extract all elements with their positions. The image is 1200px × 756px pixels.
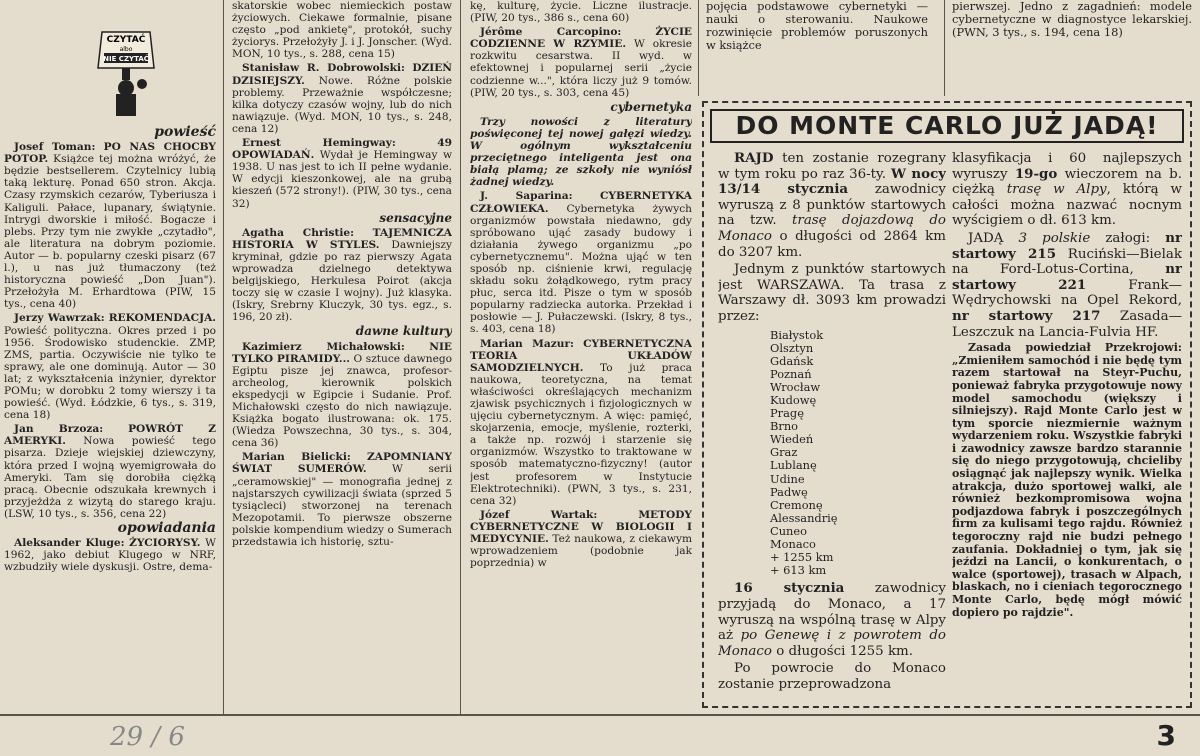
review-saparina: J. Saparina: CYBERNETYKA CZŁOWIEKA. Cybernetyka żywych organizmów powstała niedawno, gdy spróbowano ująć zasady budowy i działania żywego organizmu „po cybernetycznemu". Można ująć w ten sposób np. ciśnienie krwi, regulację składu soku żołądkowego, rytm pracy płuc, serca itd. Pisze o tym w sposób popularny radziecka autorka. Przekład i posłowie — J. Pułaczewski. (Iskry, 8 tys., s. 403, cena 18)	[470, 190, 692, 336]
column-rule	[698, 0, 699, 96]
town-list-item: Cremonę	[770, 497, 823, 512]
town-list-item: Graz	[770, 445, 798, 460]
svg-text:albo: albo	[119, 46, 133, 53]
town-list-item: Lublanę	[770, 458, 817, 473]
town-list	[770, 329, 946, 578]
review-bielicki: Marian Bielicki: ZAPOMNIANY ŚWIAT SUMERÓW. W serii „ceramowskiej" — monografia jednej z najstarszych cywilizacji świata (sprzed 5 tysiącleci) stworzonej na terenach Mezopotamii. To pierwsze obszerne polskie kompendium wiedzy o Sumerach przedstawia ich historię, sztu-	[232, 451, 452, 549]
section-heading-cybernetyka: cybernetyka	[610, 99, 692, 114]
article-right-column	[952, 151, 1182, 703]
article-paragraph: RAJD ten zostanie rozegrany w tym roku po raz 36-ty. W nocy 13/14 stycznia zawodnicy wyruszą z 8 punktów startowych na tzw. trasę dojazdową do Monaco o długości od 2864 km do 3207 km.	[718, 151, 946, 260]
svg-text:CZYTAĆ: CZYTAĆ	[106, 35, 146, 45]
section-heading-dawne-kultury: dawne kultury	[355, 324, 452, 339]
town-list-item: + 1255 km	[770, 550, 834, 565]
town-list-item: Białystok	[770, 327, 824, 342]
review-dobrowolski: Stanisław R. Dobrowolski: DZIEŃ DZISIEJSZY. Nowe. Różne polskie problemy. Przeważnie współczesne; kilka dotyczy czasów wojny, lub do nich nawiązuje. (Wyd. MON, 10 tys., s. 248, cena 12)	[232, 62, 452, 135]
review-kluge-cont: skatorskie wobec niemieckich postaw życiowych. Ciekawe formalnie, pisane często „pod ankietę", protokół, suchy życiorys. Przełożyły J. i J. Jonscher. (Wyd. MON, 10 tys., s. 288, cena 15)	[232, 0, 452, 61]
review-carcopino: Jérôme Carcopino: ŻYCIE CODZIENNE W RZYMIE. W okresie rozkwitu cesarstwa. II wyd. w efektownej i popularnej serii „życie codzienne w...", która liczy już 9 tomów. (PIW, 20 tys., s. 303, cena 45)	[470, 26, 692, 99]
bottom-rule	[0, 714, 1200, 716]
town-list-item: Kudowę	[770, 393, 817, 407]
article-paragraph: 16 stycznia zawodnicy przyjadą do Monaco, a 17 wyruszą na wspólną trasę w Alpy aż po Genewę i z powrotem do Monaco o długości 1255 km.	[718, 580, 946, 659]
column-4-top	[706, 0, 928, 90]
review-bielicki-cont: kę, kulturę, życie. Liczne ilustracje. (PIW, 20 tys., 386 s., cena 60)	[470, 0, 692, 25]
page-number: 3	[1156, 719, 1176, 752]
article-paragraph: klasyfikacja i 60 najlepszych wyruszy 19-go wieczorem na b. ciężką trasę w Alpy, którą w całości można nazwać nocnym wyścigiem o dł. 613 km.	[952, 151, 1182, 229]
svg-text:NIE CZYTAĆ: NIE CZYTAĆ	[103, 55, 149, 63]
town-list-item: Alessandrię	[770, 510, 838, 525]
town-list-item: Wiedeń	[770, 432, 814, 447]
review-mazur: Marian Mazur: CYBERNETYCZNA TEORIA UKŁADÓW SAMODZIELNYCH. To już praca naukowa, teoretyczna, na temat właściwości określających mechanizm zjawisk psychicznych i fizjologicznych w ujęciu cybernetycznym. A więc: pamięć, skojarzenia, emocje, myślenie, rozterki, a także np. rozwój i starzenie się organizmów. Wszystko to traktowane w sposób matematyczno-fizyczny! (autor jest profesorem w Instytucie Elektrotechniki). (PWN, 3 tys., s. 231, cena 32)	[470, 337, 692, 507]
handwritten-date: 29 / 6	[110, 722, 185, 752]
town-list-item: Monaco	[770, 537, 816, 552]
article-paragraph: JADĄ 3 polskie załogi: nr startowy 215 Ruciński—Bielak na Ford-Lotus-Cortina, nr startowy 221 Frank—Wędrychowski na Opel Rekord, nr startowy 217 Zasada—Leszczuk na Lancia-Fulvia HF.	[952, 229, 1182, 340]
town-list-item: Udine	[770, 471, 805, 486]
review-toman: Josef Toman: PO NAS CHOCBY POTOP. Książce tej można wróżyć, że będzie bestsellerem. Czytelnicy lubią taką lekturę. Ponad 650 stron. Akcja. Czasy rzymskich cezarów, Tyberiusza i Kaliguli. Pałace, lupanary, świątynie. Intrygi dworskie i miłość. Bogacze i plebs. Przy tym nie zwykłe „czytadło", ale literatura na dobrym poziomie. Autor — b. popularny czeski pisarz (67 l.), u nas już tłumaczony (też historyczna powieść „Don Juan"). Przełożyła M. Erhardtowa (PIW, 15 tys., cena 40)	[4, 141, 216, 311]
column-1	[4, 124, 216, 714]
review-wartak-cont: pojęcia podstawowe cybernetyki — nauki o sterowaniu. Naukowe rozwinięcie problemów poruszonych w książce	[706, 0, 928, 52]
town-list-item: Olsztyn	[770, 340, 814, 355]
town-list-item: Gdańsk	[770, 353, 814, 368]
town-list-item: Brno	[770, 419, 799, 434]
town-list-item: Pragę	[770, 406, 804, 421]
column-rule	[460, 0, 461, 714]
review-christie: Agatha Christie: TAJEMNICZA HISTORIA W STYLES. Dawniejszy kryminał, gdzie po raz pierwszy Agata wprowadza dzielnego detektywa belgijskiego, Herkulesa Poirot (akcja toczy się w czasie I wojny). Już klasyka. (Iskry, Srebrny Kluczyk, 30 tys. egz., s. 196, 20 zł).	[232, 226, 452, 324]
review-michalowski: Kazimierz Michałowski: NIE TYLKO PIRAMIDY... O sztuce dawnego Egiptu pisze jej znawca, profesor-archeolog, kierownik polskich ekspedycji w Egipcie i Sudanie. Prof. Michałowski często do nich nawiązuje. Książka bogato ilustrowana: ok. 175. (Wiedza Powszechna, 30 tys., s. 304, cena 36)	[232, 340, 452, 450]
rally-article	[702, 101, 1192, 708]
review-wawrzak: Jerzy Wawrzak: REKOMENDACJA. Powieść polityczna. Okres przed i po 1956. Środowisko studenckie. ZMP, ZMS, partia. Oczywiście nie tylko te sprawy, ale one dominują. Autor — 30 lat; z wykształcenia inżynier, dyrektor POMu; w dorobku 2 tomy wierszy i ta powieść. (Wyd. Łódzkie, 6 tys., s. 319, cena 18)	[4, 312, 216, 422]
review-kluge: Aleksander Kluge: ŻYCIORYSY. W 1962, jako debiut Klugego w NRF, wzbudziły wiele dyskusji. Ostre, dema-	[4, 537, 216, 574]
review-wartak: Józef Wartak: METODY CYBERNETYCZNE W BIOLOGII I MEDYCYNIE. Też naukowa, z ciekawym wprowadzeniem (podobnie jak poprzednia) w	[470, 508, 692, 570]
column-5-top	[952, 0, 1192, 90]
review-cont-pwn: pierwszej. Jedno z zagadnień: modele cybernetyczne w diagnostyce lekarskiej. (PWN, 3 tys., s. 194, cena 18)	[952, 0, 1192, 39]
section-heading-sensacyjne: sensacyjne	[379, 210, 452, 225]
column-rule	[223, 0, 224, 714]
article-paragraph: Po powrocie do Monaco zostanie przeprowadzona	[718, 661, 946, 692]
article-headline: DO MONTE CARLO JUŻ JADĄ!	[710, 109, 1184, 143]
town-list-item: Wrocław	[770, 379, 821, 394]
town-list-item: + 613 km	[770, 563, 827, 578]
article-left-column	[718, 151, 946, 703]
review-hemingway: Ernest Hemingway: 49 OPOWIADAŃ. Wydał je Hemingway w 1938. U nas jest to ich II pełne wydanie. W edycji kieszonkowej, ale na grubą kieszeń (572 strony!). (PIW, 30 tys., cena 32)	[232, 137, 452, 210]
town-list-item: Cuneo	[770, 523, 807, 538]
article-quote: Zasada powiedział Przekrojowi: „Zmieniłem samochód i nie będę tym razem startował na Steyr-Puchu, ponieważ fabryka przygotowuje nowy model samochodu (większy i silniejszy). Rajd Monte Carlo jest w tym sporcie niezmiernie ważnym wydarzeniem roku. Wszystkie fabryki i zawodnicy zawsze bardzo starannie się do niego przygotowują, chcieliby osiągnąć jak najlepszy wynik. Wielka atrakcja, dużo sportowej walki, ale również bezkompromisowa wojna podjazdowa fabryk i poszczególnych firm za kulisami tego rajdu. Również tegoroczny rajd nie budzi pełnego zaufania. Dokładniej o tym, jak się jeździ na Lancii, o konkurentach, o walce (sportowej), trasach w Alpach, blaskach, no i cieniach tegorocznego Monte Carlo, będę mógł mówić dopiero po rajdzie".	[952, 341, 1182, 619]
town-list-item: Padwę	[770, 484, 808, 499]
column-rule	[944, 0, 945, 96]
column-3	[470, 0, 692, 714]
review-brzoza: Jan Brzoza: POWRÓT Z AMERYKI. Nowa powieść tego pisarza. Dzieje wiejskiej dziewczyny, która przed I wojną wyemigrowała do Ameryki. Tam się dorobiła ciężką pracą. Obecnie odszukała krewnych i przyjeżdża z wizytą do starego kraju. (LSW, 10 tys., s. 356, cena 22)	[4, 423, 216, 520]
article-paragraph: Jednym z punktów startowych jest WARSZAWA. Ta trasa z Warszawy dł. 3093 km prowadzi przez:	[718, 262, 946, 324]
czytac-logo	[96, 28, 156, 120]
column-2	[232, 0, 452, 714]
section-heading-opowiadania: opowiadania	[117, 520, 216, 536]
section-heading-powiesc: powieść	[154, 124, 216, 140]
cybernetics-intro: Trzy nowości z literatury poświęconej tej nowej gałęzi wiedzy. W ogólnym wykształceniu przeciętnego inteligenta jest ona białą plamą; ze szkoły nie wyniósł żadnej wiedzy.	[470, 115, 692, 189]
town-list-item: Poznań	[770, 366, 812, 381]
